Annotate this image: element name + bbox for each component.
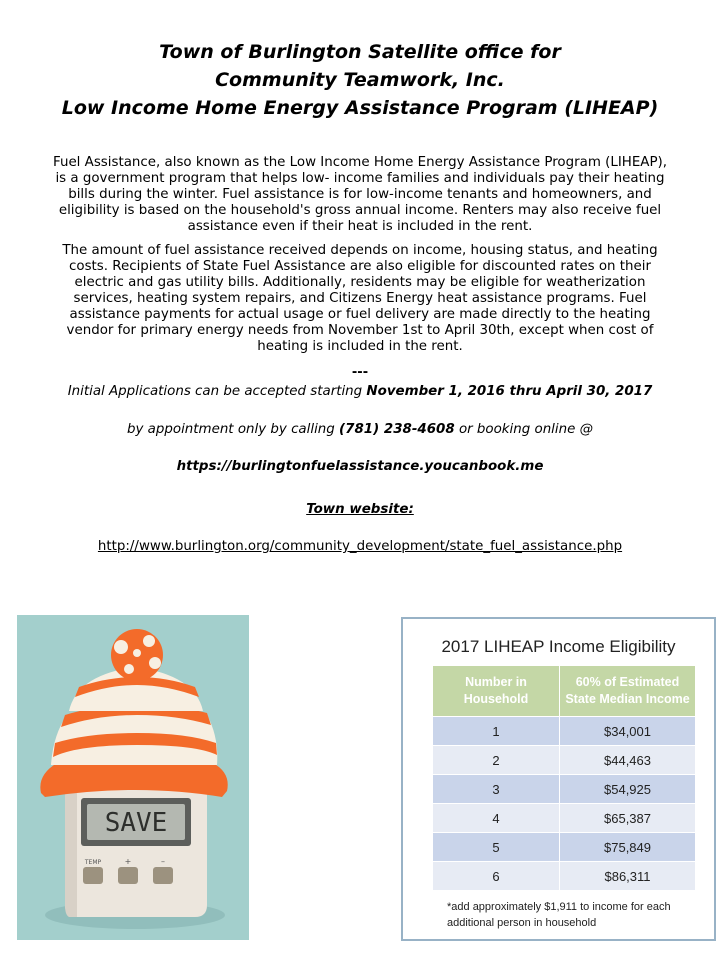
table-row [433,862,695,891]
town-website-link[interactable]: http://www.burlington.org/community_development/state_fuel_assistance.php [97,539,623,554]
title-line-1: Town of Burlington Satellite office for [159,41,561,63]
appointment-line [0,422,720,437]
application-dates: November 1, 2016 thru April 30, 2017 [366,384,653,399]
income-cell: $86,311 [560,862,696,891]
table-row [433,746,695,775]
eligibility-table-card [401,617,716,941]
intro-paragraph: Fuel Assistance, also known as the Low Income Home Energy Assistance Program (LIHEAP), is a government program that helps low- income families and individuals pay their heating bills during the winter. Fuel assistance is for low-income tenants and homeowners, and eligibility is based on the household's gross annual income. Renters may also receive fuel assistance even if their heat is included in the rent. [52,155,668,234]
thermostat-photo [17,615,249,940]
phone-number[interactable]: (781) 238-4608 [339,422,455,437]
town-website-label: Town website: [306,502,414,517]
booking-link[interactable]: https://burlingtonfuelassistance.youcanbook.me [176,459,544,474]
table-row [433,775,695,804]
household-size-cell: 4 [433,804,560,833]
income-cell: $54,925 [560,775,696,804]
appointment-suffix: or booking online @ [454,422,593,437]
income-cell: $75,849 [560,833,696,862]
table-row [433,717,695,746]
income-cell: $65,387 [560,804,696,833]
household-size-cell: 5 [433,833,560,862]
household-size-cell: 1 [433,717,560,746]
application-dates-line [0,384,720,399]
title-line-3: Low Income Home Energy Assistance Program (LIHEAP) [61,97,659,119]
temp-button-label: TEMP [84,859,102,866]
table-row [433,833,695,862]
appointment-prefix: by appointment only by calling [127,422,340,437]
household-size-cell: 2 [433,746,560,775]
separator: --- [351,365,369,380]
thermostat-display-text: SAVE [104,808,168,838]
income-header: 60% of Estimated State Median Income [560,666,696,717]
plus-button-label: + [124,857,132,866]
income-cell: $44,463 [560,746,696,775]
eligibility-footnote: *add approximately $1,911 to income for each additional person in household [447,901,671,929]
household-size-cell: 3 [433,775,560,804]
application-dates-prefix: Initial Applications can be accepted starting [67,384,367,399]
eligibility-title: 2017 LIHEAP Income Eligibility [441,637,676,656]
table-row [433,804,695,833]
title-line-2: Community Teamwork, Inc. [215,69,505,91]
income-cell: $34,001 [560,717,696,746]
minus-button-label: – [161,857,165,866]
eligibility-table [433,666,695,890]
page-title [0,38,720,122]
household-size-header: Number in Household [433,666,560,717]
details-paragraph: The amount of fuel assistance received depends on income, housing status, and heating costs. Recipients of State Fuel Assistance are also eligible for discounted rates on their electric and gas utility bills. Additionally, residents may be eligible for weatherization services, heating system repairs, and Citizens Energy heat assistance programs. Fuel assistance payments for actual usage or fuel delivery are made directly to the heating vendor for primary energy needs from November 1st to April 30th, except when cost of heating is included in the rent. [62,243,658,354]
household-size-cell: 6 [433,862,560,891]
